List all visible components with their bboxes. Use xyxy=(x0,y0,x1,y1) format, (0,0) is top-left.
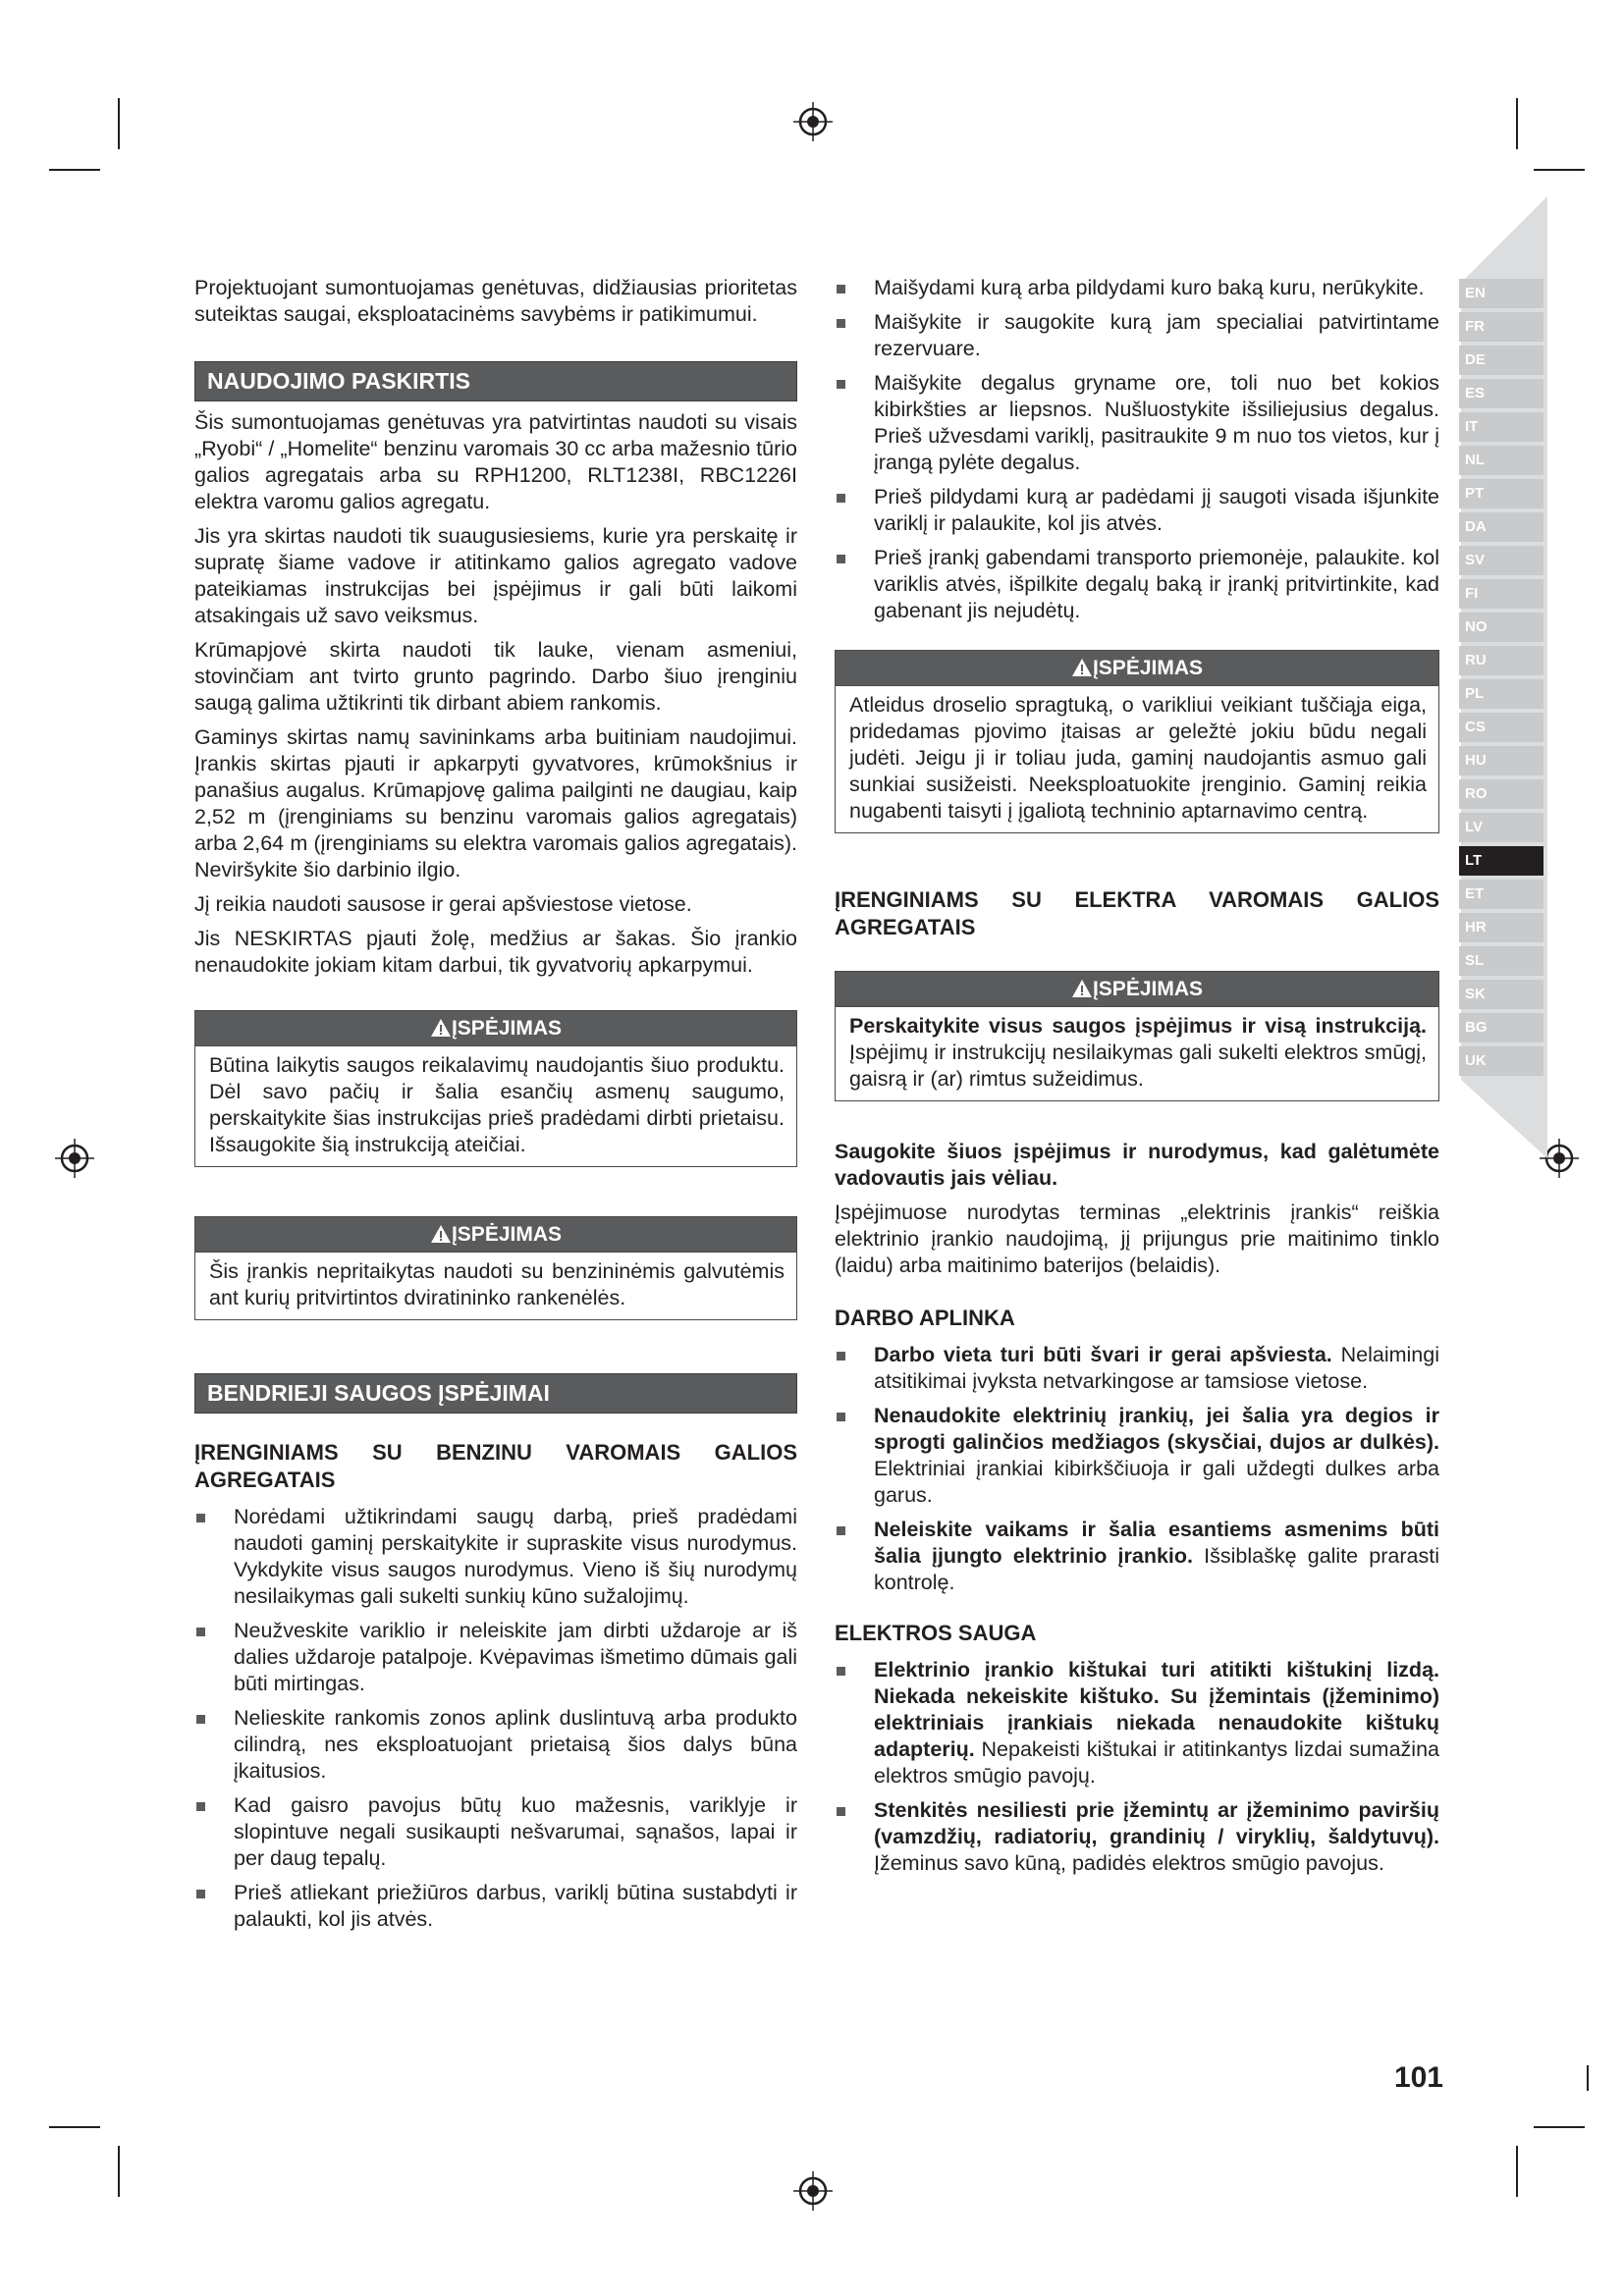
language-tab[interactable]: LV xyxy=(1459,813,1543,842)
electric-units-subheading: ĮRENGINIAMS SU ELEKTRA VAROMAIS GALIOS AGREGATAIS xyxy=(835,887,1439,939)
warning-triangle-icon xyxy=(430,1224,452,1244)
fuel-safety-list xyxy=(835,275,1439,624)
language-tab[interactable]: DE xyxy=(1459,346,1543,375)
petrol-units-subheading: ĮRENGINIAMS SU BENZINU VAROMAIS GALIOS AGREGATAIS xyxy=(194,1440,797,1492)
language-tab[interactable]: RU xyxy=(1459,646,1543,675)
language-tab[interactable]: NO xyxy=(1459,613,1543,642)
list-item: Nelieskite rankomis zonos aplink duslintuvą arba produkto cilindrą, nes eksploatuojant prietaisą šios dalys būna įkaitusios. xyxy=(194,1705,797,1785)
electrical-safety-heading: ELEKTROS SAUGA xyxy=(835,1621,1037,1645)
warning-box xyxy=(835,650,1439,833)
warning-box xyxy=(194,1216,797,1320)
language-tab[interactable]: ES xyxy=(1459,379,1543,408)
warning-title xyxy=(195,1217,796,1253)
language-tab[interactable]: PT xyxy=(1459,479,1543,508)
language-tab[interactable]: NL xyxy=(1459,446,1543,475)
warning-text-bold: Perskaitykite visus saugos įspėjimus ir visą instrukciją. xyxy=(849,1014,1427,1038)
crop-mark xyxy=(1516,98,1518,149)
warning-box xyxy=(835,971,1439,1101)
crop-mark xyxy=(1587,2065,1589,2091)
warning-title xyxy=(836,972,1438,1007)
list-item: Prieš atliekant priežiūros darbus, variklį būtina sustabdyti ir palaukti, kol jis atvės. xyxy=(194,1880,797,1933)
warning-text: Atleidus droselio spragtuką, o varikliui veikiant tuščiąja eiga, pridedamas pjovimo įtaisas ar geležtė jokiu būdu negali judėti. Jeigu ji ir toliau juda, gaminį naudojantis asmuo gali sunkiai susižeisti. Neeksploatuokite įrenginio. Gaminį reikia nugabenti taisyti į įgaliotą techninio aptarnavimo centrą. xyxy=(849,693,1427,823)
intended-use-paragraph: Jį reikia naudoti sausose ir gerai apšviestose vietose. xyxy=(194,892,692,916)
language-tab[interactable]: EN xyxy=(1459,279,1543,308)
intended-use-paragraph: Krūmapjovė skirta naudoti tik lauke, vienam asmeniui, stovinčiam ant tvirto grunto pagrindo. Darbo šiuo įrenginiu saugą galima užtikrinti tik dirbant abiem rankomis. xyxy=(194,638,797,715)
language-tab[interactable]: FI xyxy=(1459,579,1543,609)
registration-mark-icon xyxy=(55,1139,94,1178)
list-item xyxy=(835,1342,1439,1395)
list-item xyxy=(835,1657,1439,1789)
list-item: Maišydami kurą arba pildydami kuro baką kuru, nerūkykite. xyxy=(835,275,1439,301)
warning-text: Būtina laikytis saugos reikalavimų naudojantis šiuo produktu. Dėl savo pačių ir šalia esančių asmenų saugumo, perskaitykite šias instrukcijas prieš pradėdami dirbti prietaisu. Išsaugokite šią instrukciją ateičiai. xyxy=(209,1053,785,1156)
warning-text-rest: Įspėjimų ir instrukcijų nesilaikymas gali sukelti elektros smūgį, gaisrą ir (ar) rimtus sužeidimus. xyxy=(849,1041,1427,1091)
warning-title-text: ĮSPĖJIMAS xyxy=(451,1223,563,1246)
language-tab[interactable]: BG xyxy=(1459,1013,1543,1042)
warning-triangle-icon xyxy=(1071,658,1093,677)
language-tab[interactable]: ET xyxy=(1459,880,1543,909)
list-item: Norėdami užtikrindami saugų darbą, prieš pradėdami naudoti gaminį perskaitykite ir supraskite visus nurodymus. Vykdykite visus saugos nurodymus. Vieno iš šių nurodymų nesilaikymas gali sukelti sunkių kūno sužalojimų. xyxy=(194,1504,797,1610)
crop-mark xyxy=(1534,169,1585,171)
registration-mark-icon xyxy=(793,102,833,141)
warning-triangle-icon xyxy=(430,1018,452,1038)
intended-use-paragraph: Jis yra skirtas naudoti tik suaugusiesiems, kurie yra perskaitę ir supratę šiame vadove ir atitinkamo galios agregato vadove pateikiamas instrukcijas bei įspėjimus ir gali būti laikomi atsakingais už savo veiksmus. xyxy=(194,524,797,627)
crop-mark xyxy=(49,169,100,171)
warning-text xyxy=(836,1007,1438,1100)
left-column xyxy=(194,275,797,1941)
language-tab[interactable]: SK xyxy=(1459,980,1543,1009)
work-area-heading: DARBO APLINKA xyxy=(835,1306,1015,1330)
list-item-bold: Elektrinio įrankio kištukai turi atitikti kištukinį lizdą. Niekada nekeiskite kištuko. Su įžemintais (įžeminimo) elektriniais įrankiais niekada nenaudokite kištukų adapterių. xyxy=(874,1658,1439,1761)
list-item: Kad gaisro pavojus būtų kuo mažesnis, variklyje ir slopintuve negali susikaupti nešvarumai, sąnašos, lapai ir per daug tepalų. xyxy=(194,1792,797,1872)
list-item xyxy=(835,1517,1439,1596)
electrical-safety-list xyxy=(835,1657,1439,1877)
page-number: 101 xyxy=(1393,2061,1443,2094)
list-item-text: Nelaimingi atsitikimai įvyksta netvarkingose ar tamsiose vietose. xyxy=(874,1343,1439,1393)
intended-use-heading: NAUDOJIMO PASKIRTIS xyxy=(194,361,797,401)
intro-paragraph: Projektuojant sumontuojamas genėtuvas, didžiausias prioritetas suteiktas saugai, eksploatacinėms savybėms ir patikimumui. xyxy=(194,276,797,326)
crop-mark xyxy=(118,2146,120,2197)
warning-title-text: ĮSPĖJIMAS xyxy=(1092,657,1204,679)
work-area-list xyxy=(835,1342,1439,1596)
general-safety-heading: BENDRIEJI SAUGOS ĮSPĖJIMAI xyxy=(194,1373,797,1414)
petrol-safety-list xyxy=(194,1504,797,1933)
language-tab[interactable]: DA xyxy=(1459,512,1543,542)
intended-use-paragraph: Šis sumontuojamas genėtuvas yra patvirtintas naudoti su visais „Ryobi“ / „Homelite“ benzinu varomais 30 cc arba mažesnio tūrio galios agregatais arba su RPH1200, RLT1238I, RBC1226I elektra varomu galios agregatu. xyxy=(194,410,797,513)
language-tab[interactable]: PL xyxy=(1459,679,1543,709)
language-tab[interactable]: HR xyxy=(1459,913,1543,942)
registration-mark-icon xyxy=(793,2171,833,2211)
crop-mark xyxy=(118,98,120,149)
warning-text: Šis įrankis nepritaikytas naudoti su benzininėmis galvutėmis ant kurių pritvirtintos dviratininko rankenėlės. xyxy=(209,1259,785,1309)
keep-instructions-note: Saugokite šiuos įspėjimus ir nurodymus, kad galėtumėte vadovautis jais vėliau. xyxy=(835,1140,1439,1190)
intended-use-paragraph: Jis NESKIRTAS pjauti žolę, medžius ar šakas. Šio įrankio nenaudokite jokiam kitam darbui, tik gyvatvorių apkarpymui. xyxy=(194,927,797,977)
right-column xyxy=(835,275,1439,1885)
list-item: Maišykite ir saugokite kurą jam specialiai patvirtintame rezervuare. xyxy=(835,309,1439,362)
warning-box xyxy=(194,1010,797,1167)
list-item: Prieš įrankį gabendami transporto priemonėje, palaukite. kol variklis atvės, išpilkite degalų baką ir įrankį pritvirtinkite, kad gabenant jis nejudėtų. xyxy=(835,545,1439,624)
list-item-bold: Neleiskite vaikams ir šalia esantiems asmenims būti šalia įjungto elektrinio įrankio. xyxy=(874,1518,1439,1568)
list-item: Maišykite degalus gryname ore, toli nuo bet kokios kibirkšties ar liepsnos. Nušluostykite išsiliejusius degalus. Prieš užvesdami variklį, pasitraukite 9 m nuo tos vietos, kur į įrangą pylėte degalus. xyxy=(835,370,1439,476)
language-tab[interactable]: IT xyxy=(1459,412,1543,442)
crop-mark xyxy=(49,2126,100,2128)
crop-mark xyxy=(1534,2126,1585,2128)
warning-title-text: ĮSPĖJIMAS xyxy=(1092,978,1204,1000)
warning-title xyxy=(195,1011,796,1046)
warning-title-text: ĮSPĖJIMAS xyxy=(451,1017,563,1040)
list-item-bold: Darbo vieta turi būti švari ir gerai apšviesta. xyxy=(874,1343,1332,1366)
crop-mark xyxy=(1516,2146,1518,2197)
language-tab[interactable]: CS xyxy=(1459,713,1543,742)
term-note: Įspėjimuose nurodytas terminas „elektrinis įrankis“ reiškia elektrinio įrankio naudojimą, jį prijungus prie maitinimo tinklo (laidu) arba maitinimo baterijos (belaidis). xyxy=(835,1201,1439,1277)
list-item: Neužveskite variklio ir neleiskite jam dirbti uždaroje ar iš dalies uždaroje patalpoje. Kvėpavimas išmetimo dūmais gali būti mirtingas. xyxy=(194,1618,797,1697)
list-item xyxy=(835,1797,1439,1877)
list-item-bold: Nenaudokite elektrinių įrankių, jei šalia yra degios ir sprogti galinčios medžiagos (skysčiai, dujos ar dulkės). xyxy=(874,1404,1439,1454)
language-tab[interactable]: HU xyxy=(1459,746,1543,775)
language-tab[interactable]: FR xyxy=(1459,312,1543,342)
list-item-text: Elektriniai įrankiai kibirkščiuoja ir gali uždegti dulkes arba garus. xyxy=(874,1457,1439,1507)
list-item xyxy=(835,1403,1439,1509)
list-item-text: Įžeminus savo kūną, padidės elektros smūgio pavojus. xyxy=(874,1851,1384,1875)
intended-use-paragraph: Gaminys skirtas namų savininkams arba buitiniam naudojimui. Įrankis skirtas pjauti ir apkarpyti gyvatvores, krūmokšnius ir panašius augalus. Krūmapjovę galima pailginti ne daugiau, kaip 2,52 m (įrenginiams su benzinu varomais galios agregatais) arba 2,64 m (įrenginiams su elektra varomais galios agregatais). Neviršykite šio darbinio ilgio. xyxy=(194,725,797,881)
warning-triangle-icon xyxy=(1071,979,1093,998)
list-item-text: Nepakeisti kištukai ir atitinkantys lizdai sumažina elektros smūgio pavojų. xyxy=(874,1737,1439,1788)
language-tabs xyxy=(1459,279,1543,1080)
list-item-bold: Stenkitės nesiliesti prie įžemintų ar įžeminimo paviršių (vamzdžių, radiatorių, grandinių / viryklių, šaldytuvų). xyxy=(874,1798,1439,1848)
list-item: Prieš pildydami kurą ar padėdami jį saugoti visada išjunkite variklį ir palaukite, kol jis atvės. xyxy=(835,484,1439,537)
language-tab[interactable]: RO xyxy=(1459,779,1543,809)
list-item-text: Išsiblaškę galite prarasti kontrolę. xyxy=(874,1544,1439,1594)
language-tab[interactable]: SL xyxy=(1459,946,1543,976)
warning-title xyxy=(836,651,1438,686)
language-tab[interactable]: SV xyxy=(1459,546,1543,575)
language-tab-active[interactable]: LT xyxy=(1459,846,1543,876)
language-tab[interactable]: UK xyxy=(1459,1046,1543,1076)
